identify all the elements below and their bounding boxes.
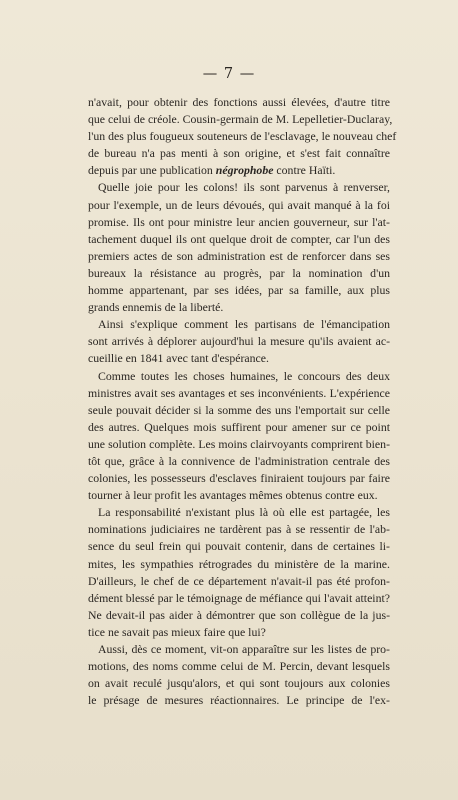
text-line: n'avait, pour obtenir des fonctions aussi élevées, d'autre titre [88, 95, 390, 109]
text-line: le présage de mesures réactionnaires. Le principe de l'ex- [88, 693, 390, 708]
text-line: La responsabilité n'existant plus là où elle est partagée, les [98, 505, 390, 520]
text-line: colonies, les possesseurs d'esclaves finiraient toujours par faire [88, 471, 390, 486]
text-line: D'ailleurs, le chef de ce département n'avait-il pas été profon- [88, 573, 390, 588]
text-line: tice ne savait pas mieux faire que lui? [88, 624, 266, 639]
text-line: une solution complète. Les moins clairvoyants comprirent bien- [88, 436, 390, 451]
text-line: motions, des noms comme celui de M. Percin, devant lesquels [88, 659, 390, 674]
text-line: seule pouvait décider si la somme des uns l'emportait sur celle [88, 402, 390, 417]
text-line: on avait reculé jusqu'alors, et qui sont toujours aux colonies [88, 676, 390, 691]
text-line: cueillie en 1841 avec tant d'espérance. [88, 351, 269, 366]
text-line: de bureau n'a pas menti à son origine, et s'est fait connaître [88, 146, 390, 161]
text-line: tachement duquel ils ont quelque droit de compter, car l'un des [88, 231, 390, 246]
text-line: tôt que, grâce à la connivence de l'administration centrale des [88, 453, 390, 468]
text-line: Quelle joie pour les colons! ils sont parvenus à renverser, [98, 180, 390, 195]
text-line: Ainsi s'explique comment les partisans de l'émancipation [98, 317, 390, 332]
text-line: mites, les sympathies rétrogrades du ministère de la marine. [88, 556, 390, 571]
text-line: ministres avait ses avantages et ses inconvénients. L'expérience [88, 385, 390, 400]
text-line: premiers actes de son administration est de renforcer dans ses [88, 248, 390, 263]
text-segment: depuis par une publication [88, 163, 213, 178]
text-line: dément blessé par le témoignage de méfiance qui l'avait atteint? [88, 590, 390, 605]
body-text [88, 94, 397, 709]
text-line: homme appartenant, par ses idées, par sa famille, aux plus [88, 283, 390, 298]
text-line: sont arrivés à déplorer aujourd'hui la mesure qu'ils avaient ac- [88, 334, 390, 349]
text-line: sence du seul frein qui pouvait contenir, dans de certaines li- [88, 539, 390, 554]
emphasized-word: négrophobe [215, 163, 274, 178]
text-line: Ne devait-il pas aider à démontrer que son collègue de la jus- [88, 607, 390, 622]
text-line: promise. Ils ont pour ministre leur ancien gouverneur, sur l'at- [88, 214, 390, 229]
text-line: nominations judiciaires ne tardèrent pas à se ressentir de l'ab- [88, 522, 390, 537]
text-line: des autres. Quelques mois suffirent pour amener sur ce point [88, 419, 390, 434]
text-line: pour l'exemple, un de leurs dévoués, qui avait manqué à la foi [88, 197, 390, 212]
text-line: que celui de créole. Cousin-germain de M. Lepelletier-Duclaray, [88, 112, 393, 127]
text-line: Comme toutes les choses humaines, le concours des deux [98, 368, 390, 383]
page-number: — 7 — [202, 66, 256, 82]
text-segment: contre Haïti. [276, 163, 336, 178]
text-line: l'un des plus fougueux souteneurs de l'esclavage, le nouveau chef [88, 129, 397, 144]
text-line: tourner à leur profit les avantages mêmes obtenus contre eux. [88, 488, 378, 503]
text-line: bureaux la résistance au progrès, par la nomination d'un [88, 265, 390, 280]
text-line: grands ennemis de la liberté. [88, 300, 224, 315]
text-line: Aussi, dès ce moment, vit-on apparaître sur les listes de pro- [98, 642, 390, 656]
text-line-mixed [88, 162, 390, 179]
